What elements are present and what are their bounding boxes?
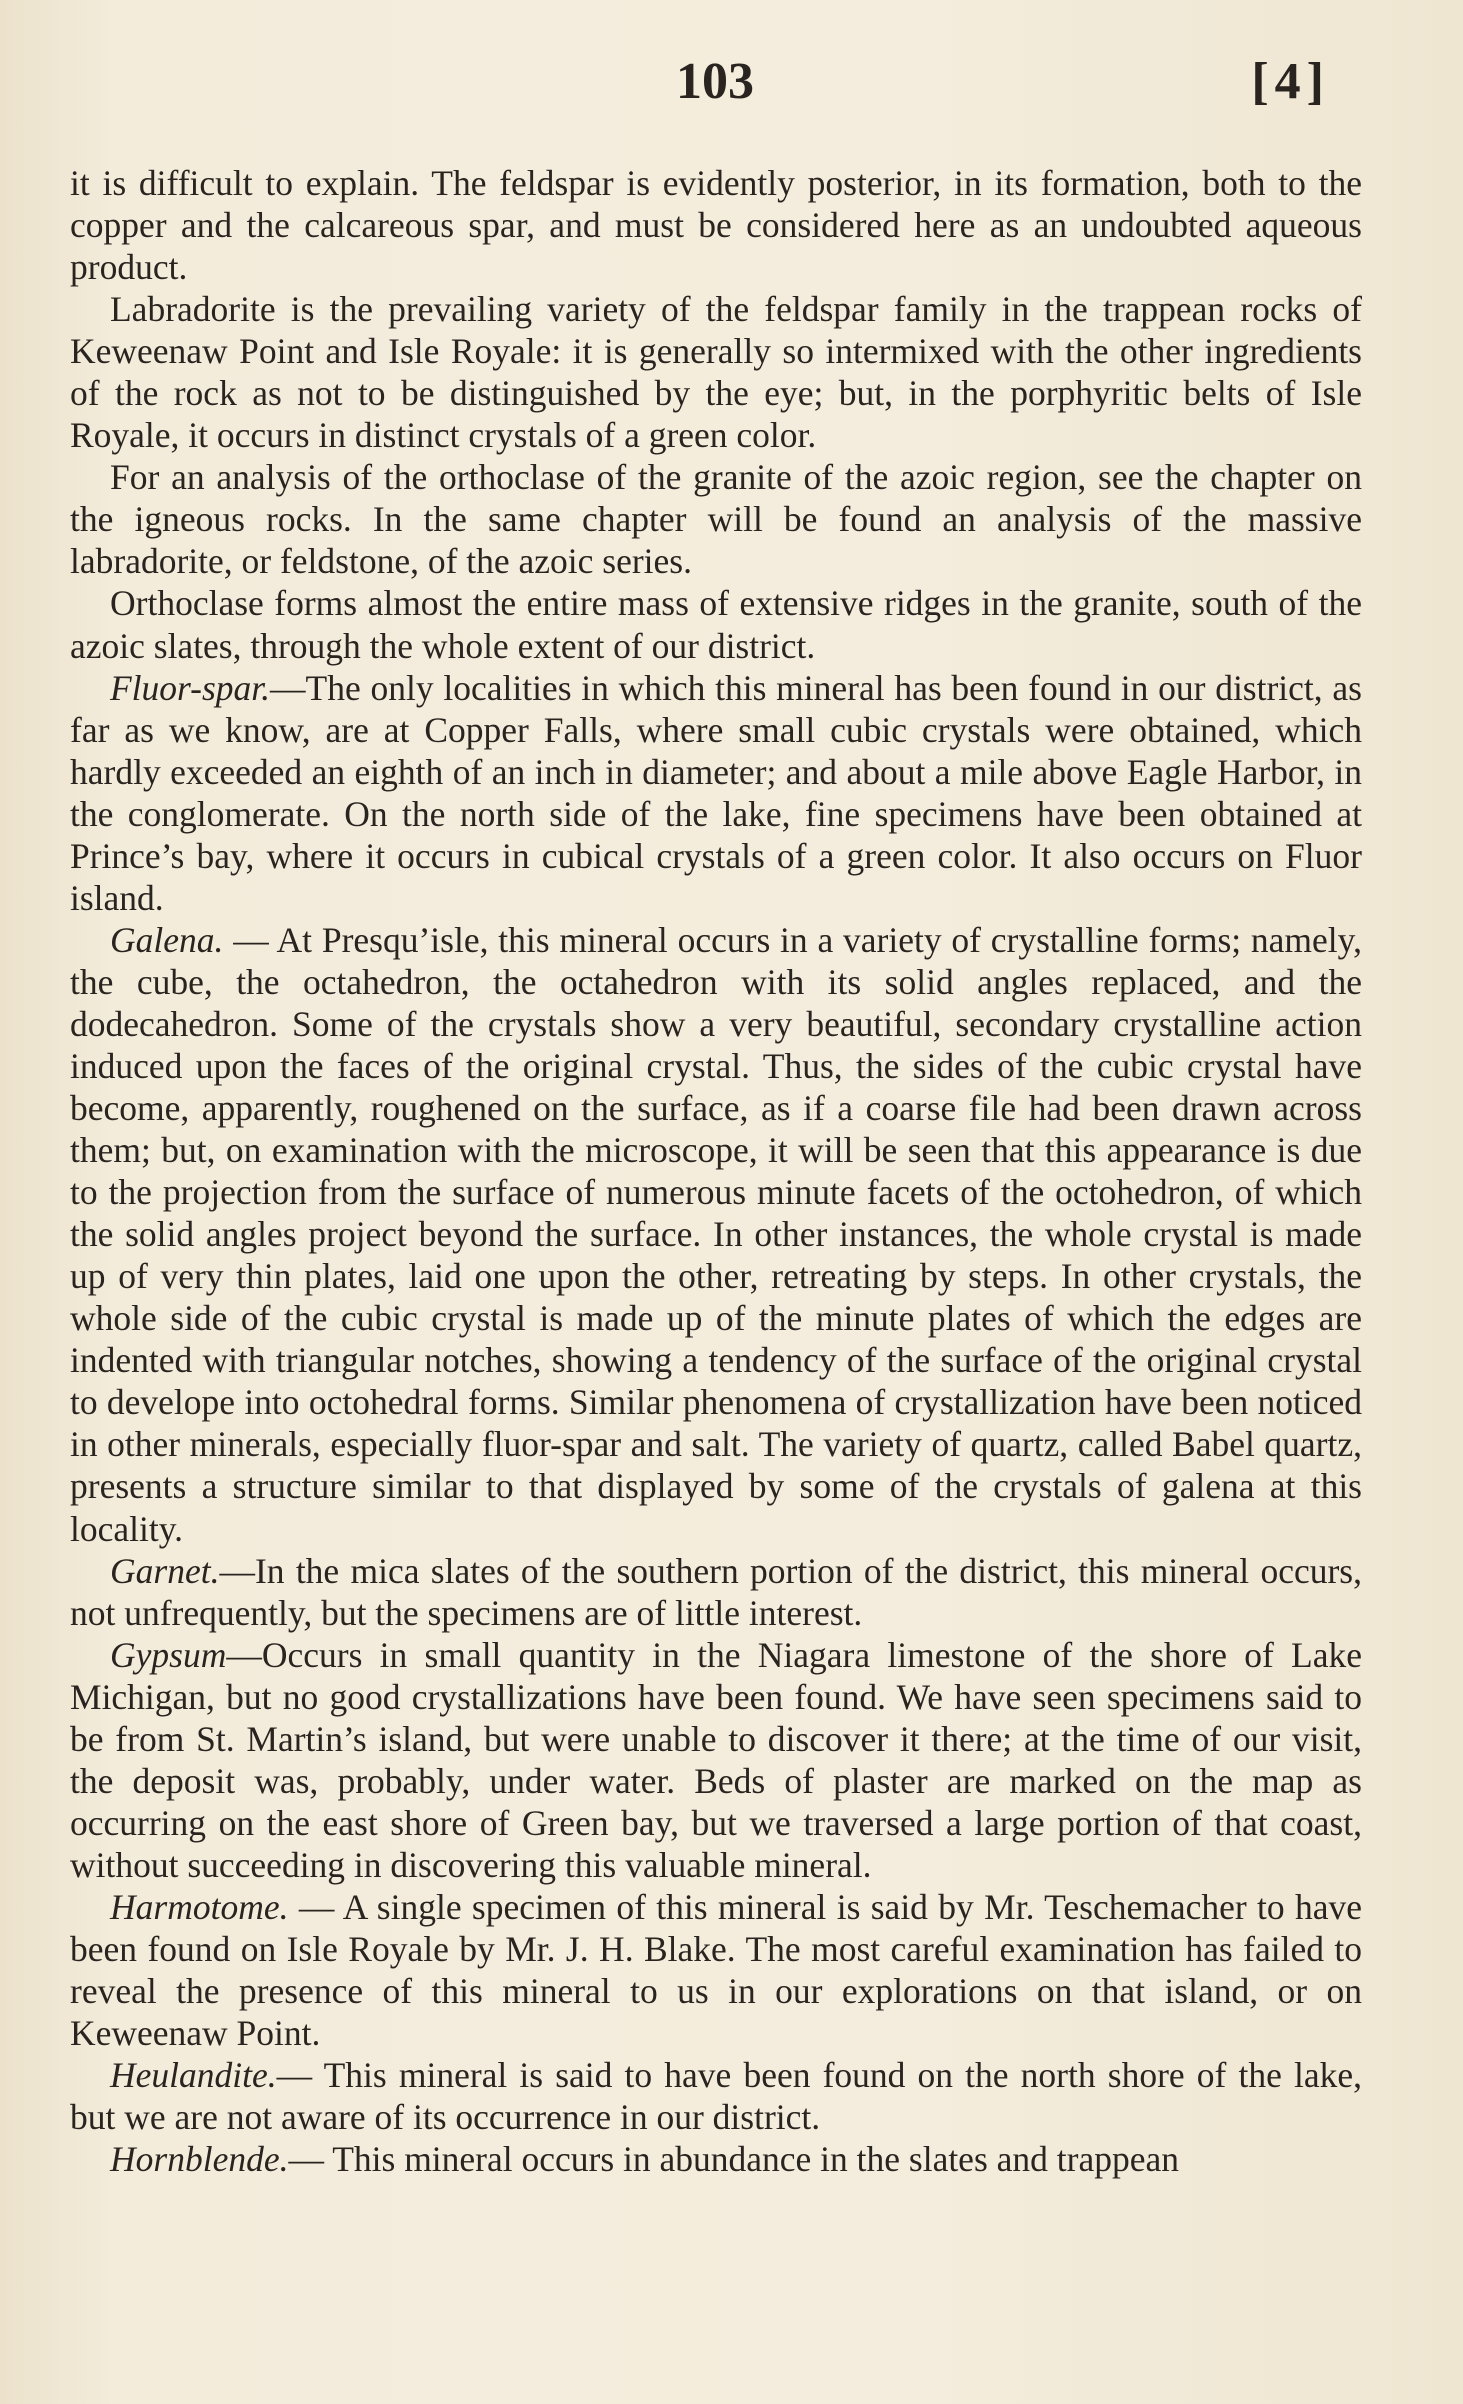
paragraph-text: For an analysis of the orthoclase of the granite of the azoic region, see the chapter on the igneous rocks. In the same chapter will be found an analysis of the massive labradorite, or feldstone, of the azoic series. [70, 457, 1362, 582]
paragraph-text: Orthoclase forms almost the entire mass of extensive ridges in the granite, south of the azoic slates, through the whole extent of our district. [70, 583, 1362, 666]
paragraph-gypsum [70, 1634, 1362, 1886]
paragraph-labradorite [70, 288, 1362, 456]
paragraph-text: Labradorite is the prevailing variety of the feldspar family in the trappean rocks of Keweenaw Point and Isle Royale: it is generally so intermixed with the other ingredients of the rock as not to be distinguished by the eye; but, in the porphyritic belts of Isle Royale, it occurs in distinct crystals of a green color. [70, 289, 1362, 456]
mineral-term-gypsum: Gypsum [110, 1634, 227, 1675]
document-number: [4] [1251, 53, 1330, 110]
paragraph-text: —In the mica slates of the southern portion of the district, this mineral occurs, not unfrequently, but the specimens are of little interest. [70, 1550, 1362, 1633]
paragraph-orthoclase-ridges [70, 582, 1362, 666]
paragraph-feldspar-continued [70, 162, 1362, 288]
mineral-term-galena: Galena. [110, 919, 224, 960]
paragraph-garnet [70, 1550, 1362, 1634]
body-text [70, 162, 1362, 2180]
paragraph-text: — At Presqu’isle, this mineral occurs in a variety of crystalline forms; namely, the cube, the octahedron, the octahedron with its solid angles replaced, and the dodecahedron. Some of the crystals show a very beautiful, secondary crystalline action induced upon the faces of the original crystal. Thus, the sides of the cubic crystal have become, apparently, roughened on the surface, as if a coarse file had been drawn across them; but, on examination with the microscope, it will be seen that this appearance is due to the projection from the surface of numerous minute facets of the octohedron, of which the solid angles project beyond the surface. In other instances, the whole crystal is made up of very thin plates, laid one upon the other, retreating by steps. In other crystals, the whole side of the cubic crystal is made up of the minute plates of which the edges are indented with triangular notches, showing a tendency of the surface of the original crystal to develope into octohedral forms. Similar phenomena of crystallization have been noticed in other minerals, especially fluor-spar and salt. The variety of quartz, called Babel quartz, presents a structure similar to that displayed by some of the crystals of galena at this locality. [70, 919, 1362, 1549]
mineral-term-garnet: Garnet. [110, 1550, 220, 1591]
paragraph-text: —Occurs in small quantity in the Niagara limestone of the shore of Lake Michigan, but no good crystallizations have been found. We have seen specimens said to be from St. Martin’s island, but were unable to discover it there; at the time of our visit, the deposit was, probably, under water. Beds of plaster are marked on the map as occurring on the east shore of Green bay, but we traversed a large portion of that coast, without succeeding in discovering this valuable mineral. [70, 1634, 1362, 1885]
paragraph-galena [70, 919, 1362, 1550]
mineral-term-hornblende: Hornblende. [110, 2139, 289, 2180]
paragraph-fluor-spar [70, 667, 1362, 919]
paragraph-text: it is difficult to explain. The feldspar is evidently posterior, in its formation, both to the copper and the calcareous spar, and must be considered here as an undoubted aqueous product. [70, 163, 1362, 288]
paragraph-heulandite [70, 2054, 1362, 2138]
paragraph-text: — A single specimen of this mineral is said by Mr. Teschemacher to have been found on Isle Royale by Mr. J. H. Blake. The most careful examination has failed to reveal the presence of this mineral to us in our explorations on that island, or on Keweenaw Point. [70, 1886, 1362, 2054]
paragraph-hornblende [70, 2138, 1362, 2180]
paragraph-harmotome [70, 1886, 1362, 2054]
mineral-term-fluor-spar: Fluor-spar. [110, 667, 271, 708]
paragraph-text: — This mineral occurs in abundance in the slates and trappean [288, 2139, 1179, 2180]
paragraph-orthoclase-analysis [70, 456, 1362, 582]
page-number: 103 [676, 53, 754, 110]
page-header [70, 52, 1360, 122]
mineral-term-harmotome: Harmotome. [110, 1886, 289, 1927]
mineral-term-heulandite: Heulandite. [110, 2055, 277, 2096]
paragraph-text: —The only localities in which this mineral has been found in our district, as far as we know, are at Copper Falls, where small cubic crystals were obtained, which hardly exceeded an eighth of an inch in diameter; and about a mile above Eagle Harbor, in the conglomerate. On the north side of the lake, fine specimens have been obtained at Prince’s bay, where it occurs in cubical crystals of a green color. It also occurs on Fluor island. [70, 667, 1362, 918]
paragraph-text: — This mineral is said to have been found on the north shore of the lake, but we are not aware of its occurrence in our district. [70, 2055, 1362, 2138]
